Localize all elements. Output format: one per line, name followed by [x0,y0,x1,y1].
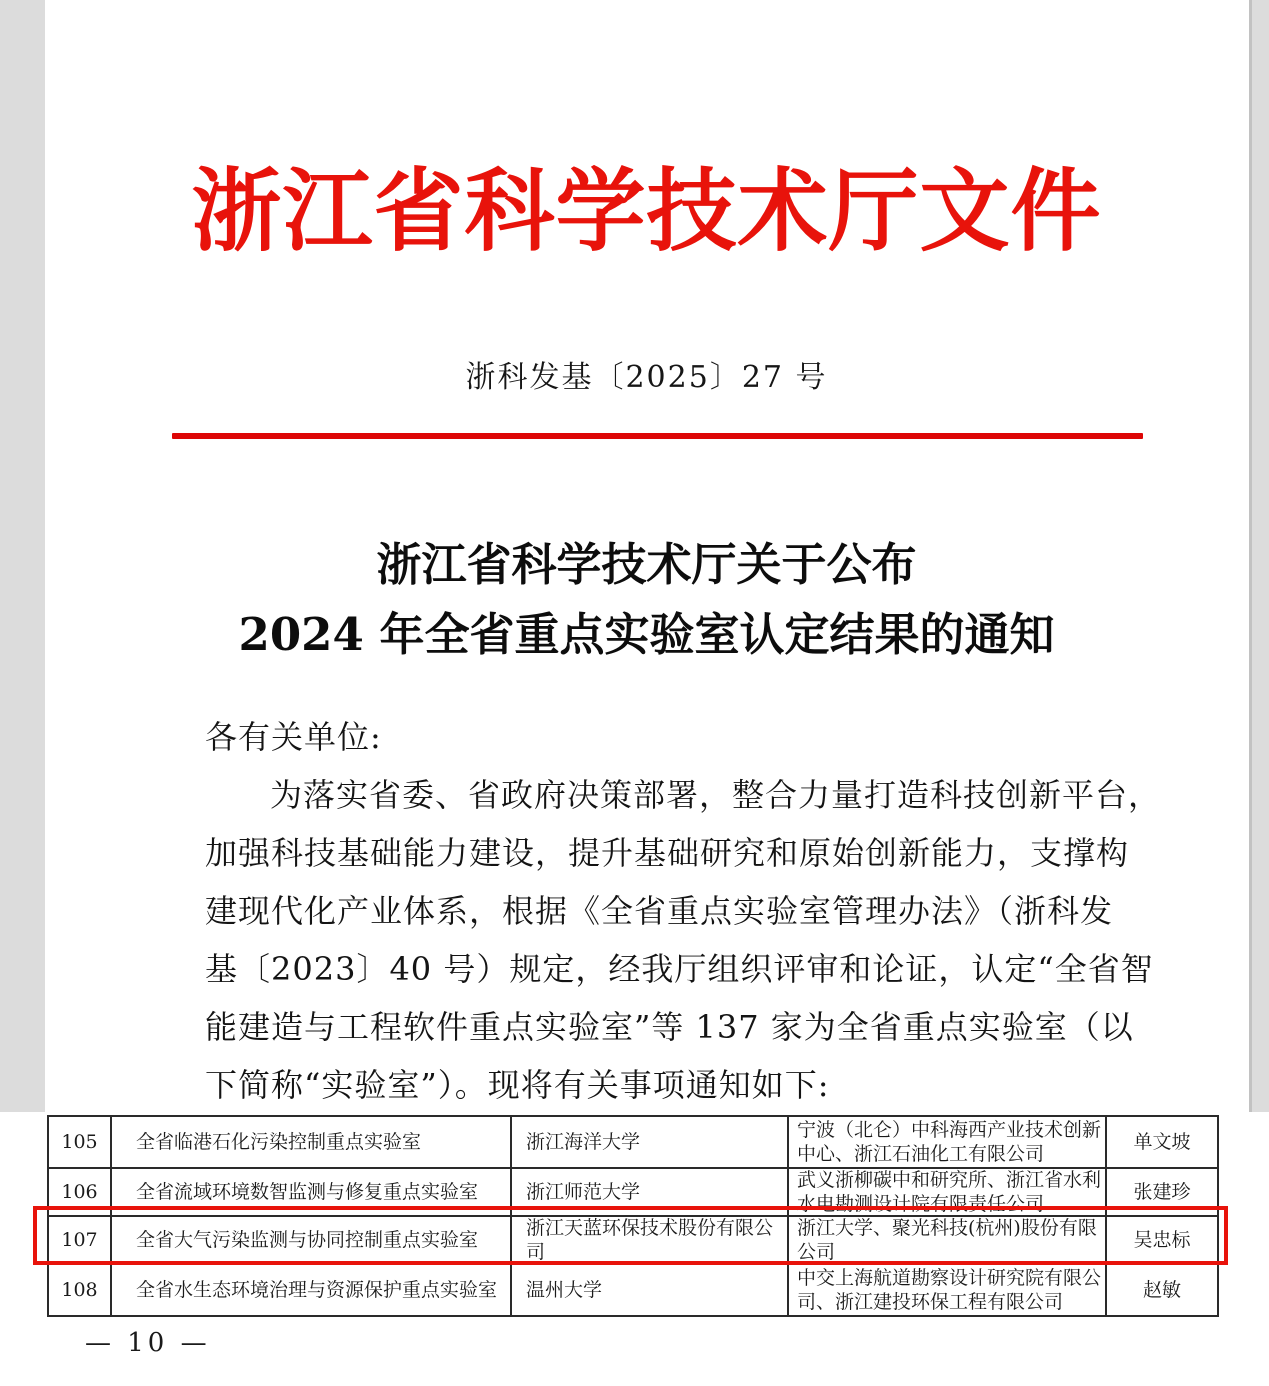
notice-title-line-2: 2024 年全省重点实验室认定结果的通知 [238,608,1055,661]
body-text-line: 建现代化产业体系，根据《全省重点实验室管理办法》（浙科发 [205,892,1114,930]
body-text-line: 加强科技基础能力建设，提升基础研究和原始创新能力，支撑构 [205,834,1130,872]
agency-letterhead-title: 浙江省科学技术厅文件 [191,158,1102,264]
body-text-line: 下简称“实验室”）。现将有关事项通知如下: [205,1066,830,1104]
table-cell-number: 108 [49,1264,112,1315]
document-number: 浙科发基〔2025〕27 号 [465,360,828,395]
body-text-line: 基〔2023〕40 号）规定，经我厅组织评审和论证，认定“全省智 [205,950,1154,988]
table-cell-partners: 武义浙柳碳中和研究所、浙江省水利水电勘测设计院有限责任公司 [789,1169,1107,1217]
table-cell-partners: 中交上海航道勘察设计研究院有限公司、浙江建投环保工程有限公司 [789,1264,1107,1315]
table-cell-director: 吴忠标 [1107,1217,1217,1264]
table-cell-number: 105 [49,1117,112,1169]
table-cell-lab-name: 全省大气污染监测与协同控制重点实验室 [112,1217,512,1264]
table-cell-institution: 浙江海洋大学 [512,1117,789,1169]
table-cell-director: 单文坡 [1107,1117,1217,1169]
table-cell-lab-name: 全省临港石化污染控制重点实验室 [112,1117,512,1169]
table-cell-partners: 宁波（北仑）中科海西产业技术创新中心、浙江石油化工有限公司 [789,1117,1107,1169]
table-cell-institution: 温州大学 [512,1264,789,1315]
table-cell-number: 107 [49,1217,112,1264]
table-cell-number: 106 [49,1169,112,1217]
table-cell-institution: 浙江天蓝环保技术股份有限公司 [512,1217,789,1264]
laboratories-table [47,1115,1219,1317]
salutation: 各有关单位: [205,718,382,756]
page-number: — 10 — [85,1328,211,1358]
table-cell-partners: 浙江大学、聚光科技(杭州)股份有限公司 [789,1217,1107,1264]
notice-title-line-1: 浙江省科学技术厅关于公布 [376,538,917,591]
table-cell-lab-name: 全省水生态环境治理与资源保护重点实验室 [112,1264,512,1315]
letterhead-red-rule [172,433,1143,439]
desk-background-left [0,0,48,1112]
table-cell-director: 赵敏 [1142,1278,1181,1301]
body-text-line: 能建造与工程软件重点实验室”等 137 家为全省重点实验室（以 [205,1008,1134,1046]
table-cell-institution: 浙江师范大学 [512,1169,789,1217]
body-text-line: 为落实省委、省政府决策部署，整合力量打造科技创新平台， [270,776,1162,814]
table-cell-director: 张建珍 [1107,1169,1217,1217]
table-cell-lab-name: 全省流域环境数智监测与修复重点实验室 [112,1169,512,1217]
desk-background-right [1249,0,1269,1140]
